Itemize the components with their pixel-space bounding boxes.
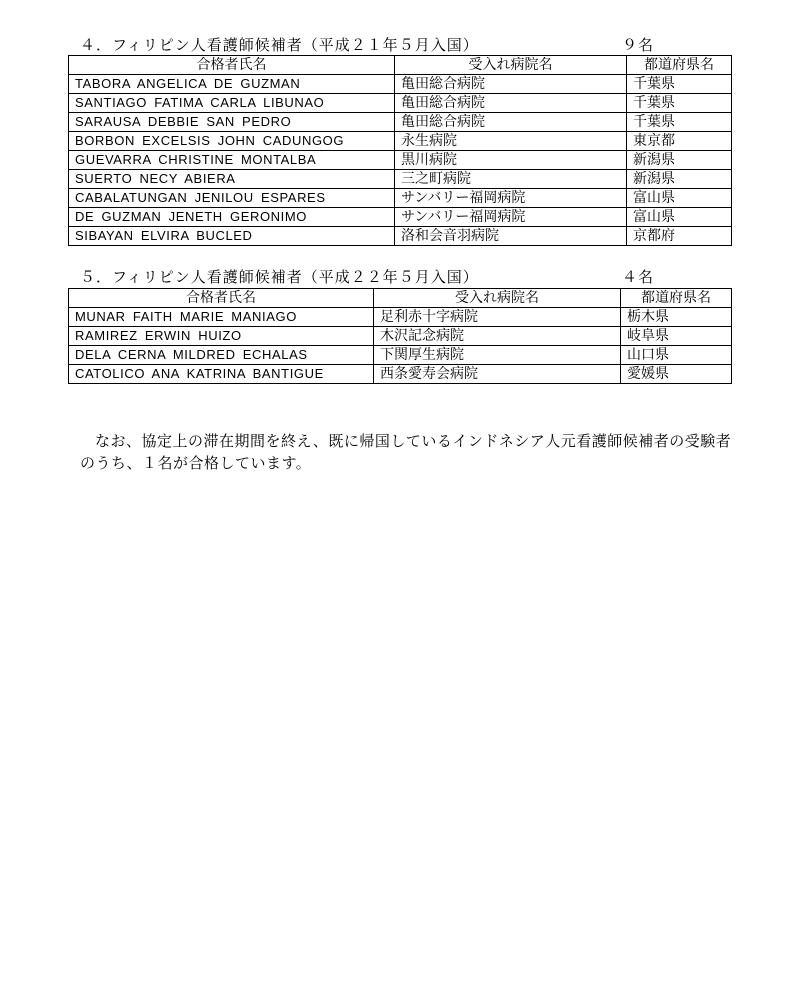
section-5-count: ４名 [622, 268, 655, 286]
hospital-name: 洛和会音羽病院 [395, 227, 627, 246]
prefecture: 千葉県 [627, 75, 732, 94]
candidate-name: SUERTO NECY ABIERA [69, 170, 395, 189]
table-row [69, 208, 732, 227]
prefecture: 京都府 [627, 227, 732, 246]
column-header-hospital: 受入れ病院名 [395, 56, 627, 75]
prefecture: 千葉県 [627, 94, 732, 113]
candidate-name: DELA CERNA MILDRED ECHALAS [69, 346, 374, 365]
table-row [69, 189, 732, 208]
section-5-table [68, 288, 732, 384]
candidate-name: DE GUZMAN JENETH GERONIMO [69, 208, 395, 227]
table-header-row [69, 289, 732, 308]
hospital-name: 木沢記念病院 [374, 327, 621, 346]
prefecture: 山口県 [621, 346, 732, 365]
column-header-hospital: 受入れ病院名 [374, 289, 621, 308]
candidate-name: BORBON EXCELSIS JOHN CADUNGOG [69, 132, 395, 151]
prefecture: 栃木県 [621, 308, 732, 327]
prefecture: 岐阜県 [621, 327, 732, 346]
prefecture: 愛媛県 [621, 365, 732, 384]
column-header-name: 合格者氏名 [69, 56, 395, 75]
hospital-name: サンバリー福岡病院 [395, 189, 627, 208]
hospital-name: 下関厚生病院 [374, 346, 621, 365]
section-4-table [68, 55, 732, 246]
table-row [69, 94, 732, 113]
candidate-name: SANTIAGO FATIMA CARLA LIBUNAO [69, 94, 395, 113]
hospital-name: 亀田総合病院 [395, 75, 627, 94]
column-header-name: 合格者氏名 [69, 289, 374, 308]
table-row [69, 75, 732, 94]
candidate-name: CABALATUNGAN JENILOU ESPARES [69, 189, 395, 208]
column-header-prefecture: 都道府県名 [627, 56, 732, 75]
table-row [69, 327, 732, 346]
table-row [69, 113, 732, 132]
prefecture: 千葉県 [627, 113, 732, 132]
table-row [69, 170, 732, 189]
prefecture: 富山県 [627, 208, 732, 227]
hospital-name: 三之町病院 [395, 170, 627, 189]
hospital-name: 永生病院 [395, 132, 627, 151]
hospital-name: 足利赤十字病院 [374, 308, 621, 327]
prefecture: 新潟県 [627, 151, 732, 170]
candidate-name: GUEVARRA CHRISTINE MONTALBA [69, 151, 395, 170]
section-5-heading: ５．フィリピン人看護師候補者（平成２２年５月入国） [80, 268, 479, 286]
table-row [69, 365, 732, 384]
closing-note: なお、協定上の滞在期間を終え、既に帰国しているインドネシア人元看護師候補者の受験者のうち、１名が合格しています。 [80, 432, 732, 472]
hospital-name: 西条愛寿会病院 [374, 365, 621, 384]
hospital-name: 黒川病院 [395, 151, 627, 170]
candidate-name: RAMIREZ ERWIN HUIZO [69, 327, 374, 346]
candidate-name: TABORA ANGELICA DE GUZMAN [69, 75, 395, 94]
hospital-name: 亀田総合病院 [395, 94, 627, 113]
candidate-name: SIBAYAN ELVIRA BUCLED [69, 227, 395, 246]
candidate-name: MUNAR FAITH MARIE MANIAGO [69, 308, 374, 327]
prefecture: 東京都 [627, 132, 732, 151]
section-4-count: ９名 [622, 36, 655, 54]
table-header-row [69, 56, 732, 75]
candidate-name: CATOLICO ANA KATRINA BANTIGUE [69, 365, 374, 384]
table-row [69, 346, 732, 365]
table-row [69, 132, 732, 151]
prefecture: 富山県 [627, 189, 732, 208]
candidate-name: SARAUSA DEBBIE SAN PEDRO [69, 113, 395, 132]
table-row [69, 227, 732, 246]
prefecture: 新潟県 [627, 170, 732, 189]
table-row [69, 151, 732, 170]
column-header-prefecture: 都道府県名 [621, 289, 732, 308]
hospital-name: サンバリー福岡病院 [395, 208, 627, 227]
section-4-heading: ４．フィリピン人看護師候補者（平成２１年５月入国） [80, 36, 479, 54]
hospital-name: 亀田総合病院 [395, 113, 627, 132]
table-row [69, 308, 732, 327]
